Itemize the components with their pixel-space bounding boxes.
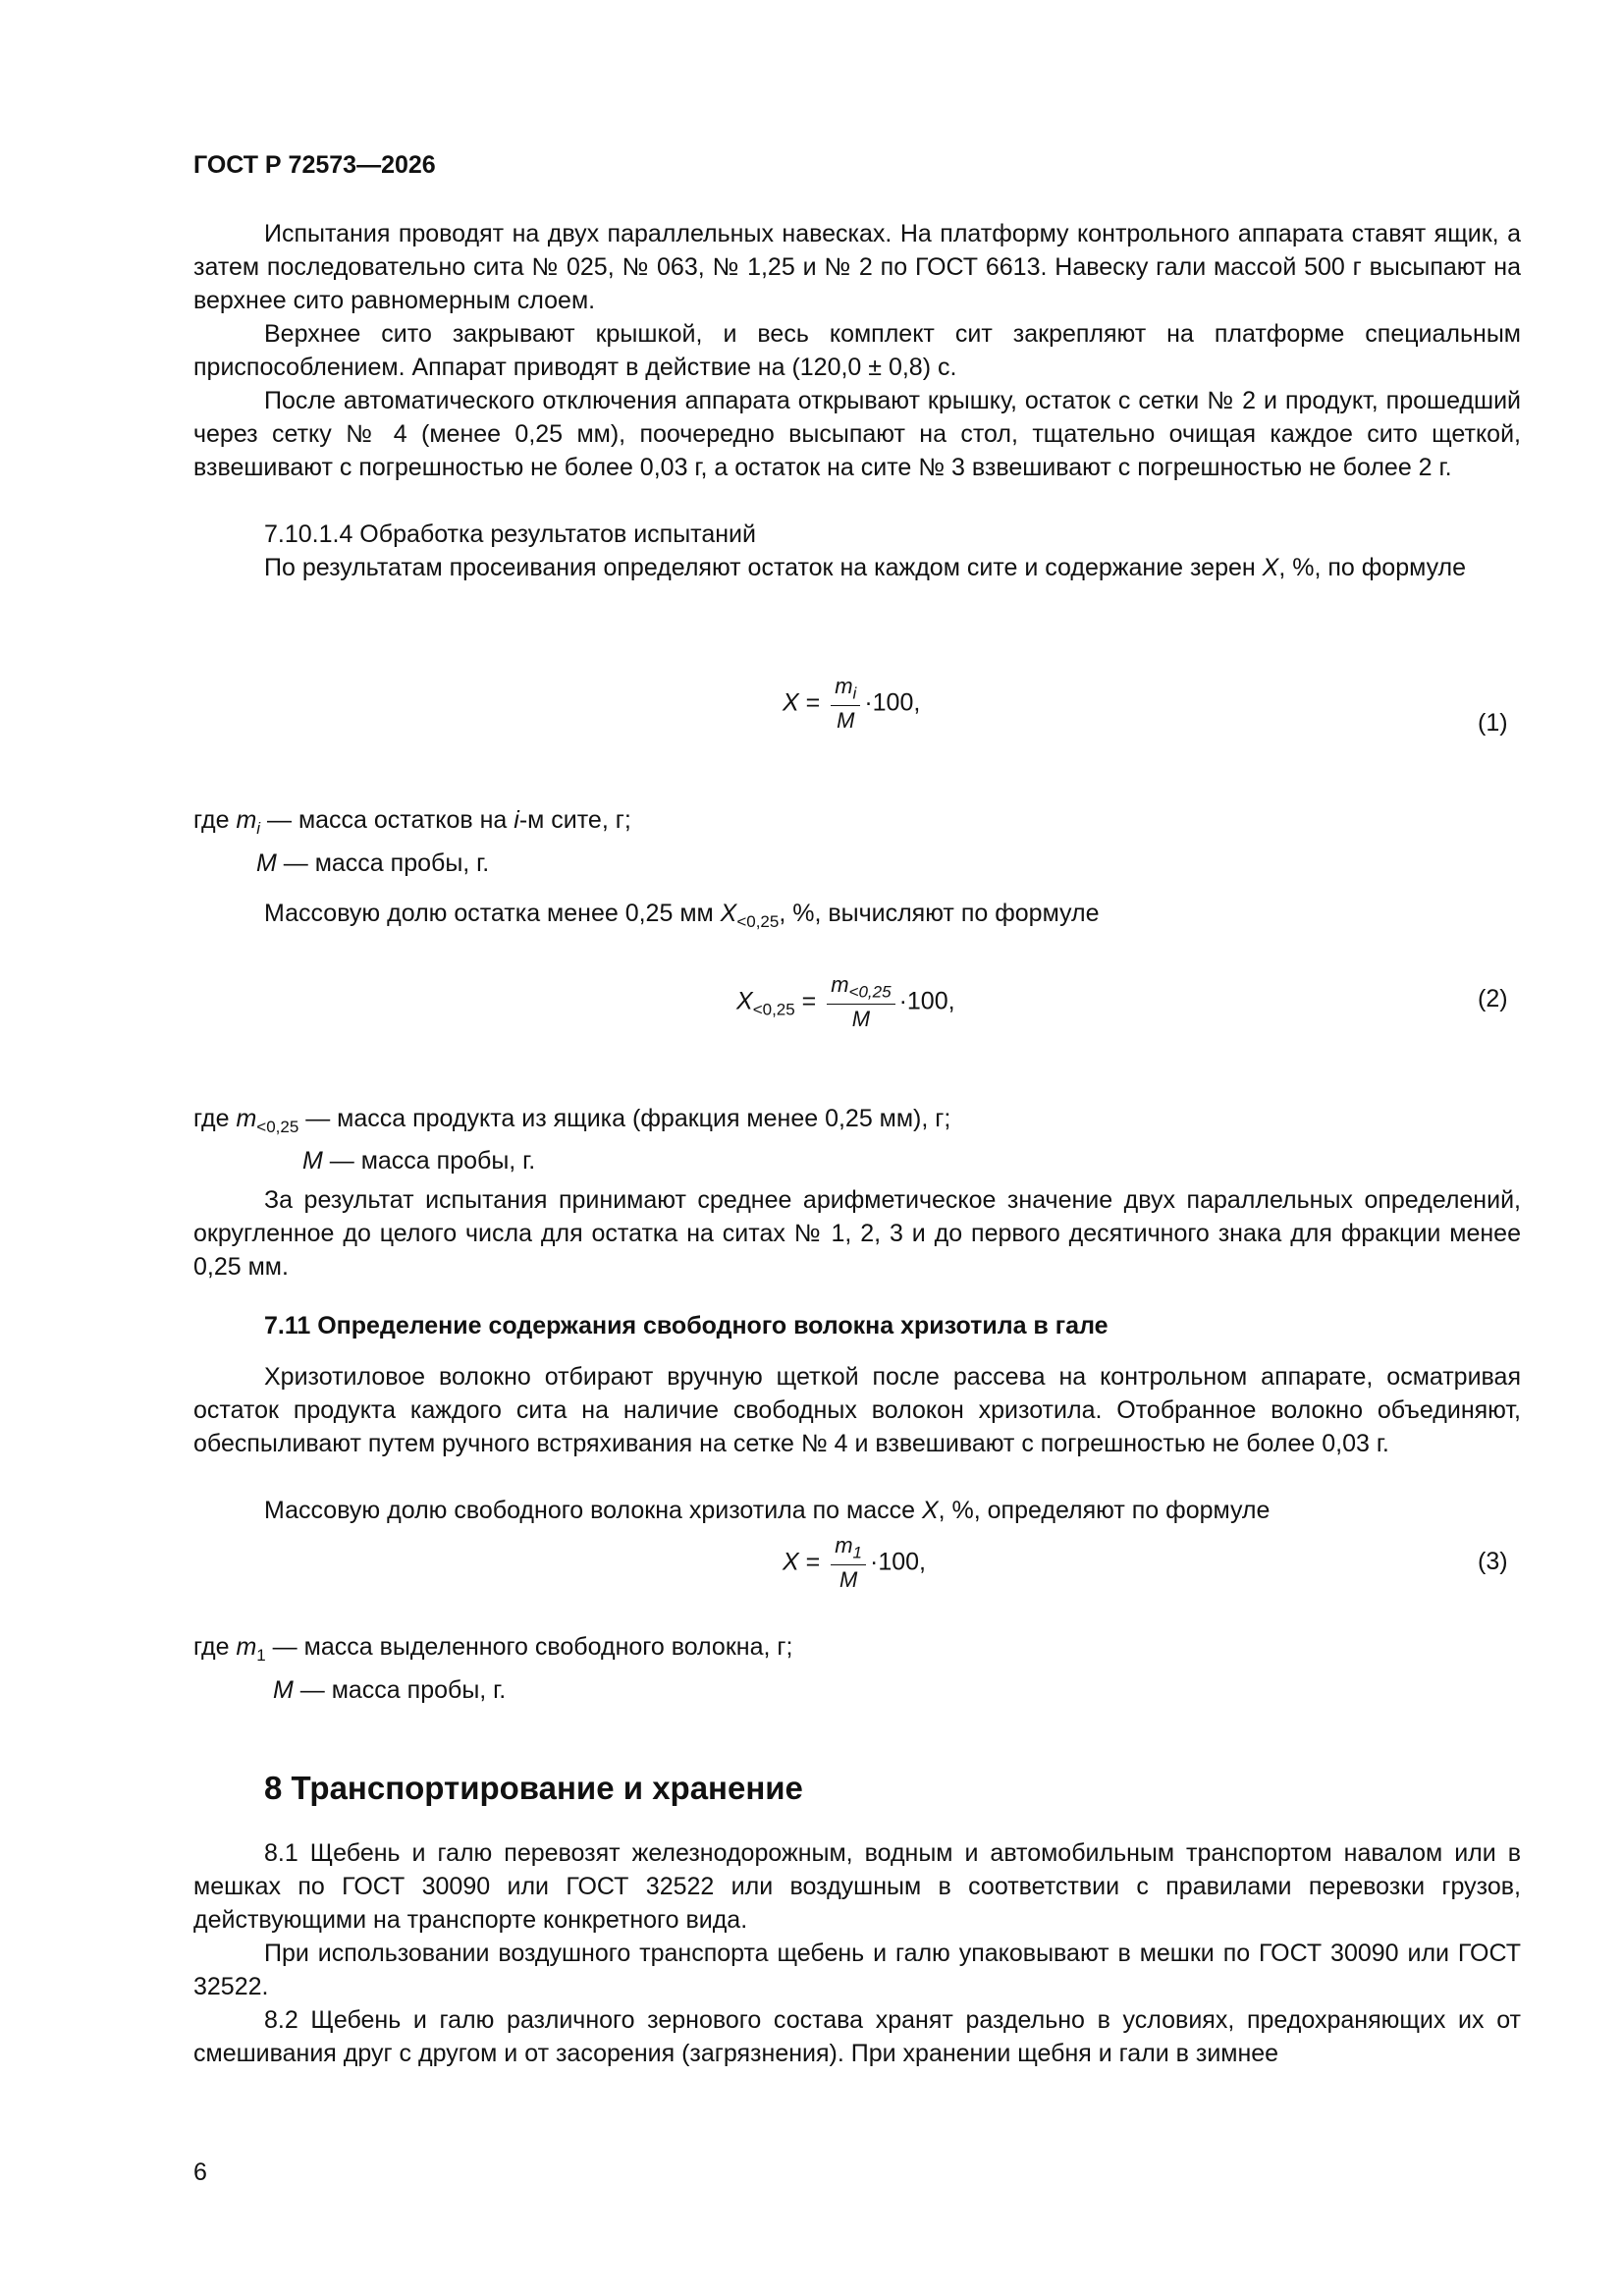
- where-m-025: где $m_{<0,25}$ — масса продукта из ящика (фракция менее 0,25 мм), г;: [193, 1105, 951, 1136]
- formula-3: X = $\frac{m_1}{M}$ ·100,: [783, 1533, 926, 1593]
- formula-2-number: (2): [1478, 985, 1508, 1012]
- section-heading-8: 8 Транспортирование и хранение: [264, 1770, 803, 1806]
- paragraph-air-transport: При использовании воздушного транспорта щебень и галю упаковывают в мешки по ГОСТ 30090 или ГОСТ 32522.: [193, 1940, 1521, 2000]
- document-header: ГОСТ Р 72573—2026: [193, 151, 436, 179]
- paragraph-sieve-cover: Верхнее сито закрывают крышкой, и весь комплект сит закрепляют на платформе специальным приспособлением. Аппарат приводят в действие на (120,0 ± 0,8) с.: [193, 320, 1521, 381]
- where-M-1: M — масса пробы, г.: [256, 849, 490, 877]
- paragraph-8-2: 8.2 Щебень и галю различного зернового состава хранят раздельно в условиях, предохраняющих их от смешивания друг с другом и от засорения (загрязнения). При хранении щебня и гали в зимнее: [193, 2006, 1521, 2067]
- formula-2: $X_{<0,25}$ = $\frac{m_{<0,25}}{M}$ ·100,: [736, 972, 955, 1032]
- paragraph-test-procedure: Испытания проводят на двух параллельных навесках. На платформу контрольного аппарата ставят ящик, а затем последовательно сита № 025, № 063, № 1,25 и № 2 по ГОСТ 6613. Навеску гали массой 500 г высыпают на верхнее сито равномерным слоем.: [193, 220, 1521, 314]
- paragraph-mass-fraction-025: Массовую долю остатка менее 0,25 мм $X_{<0,25}$, %, вычисляют по формуле: [264, 900, 1100, 931]
- paragraph-after-shutdown: После автоматического отключения аппарата открывают крышку, остаток с сетки № 2 и продукт, прошедший через сетку № 4 (менее 0,25 мм), поочередно высыпают на стол, тщательно очищая каждое сито щеткой, взвешивают с погрешностью не более 0,03 г, а остаток на сите № 3 взвешивают с погрешностью не более 2 г.: [193, 387, 1521, 481]
- subsection-title-7-10-1-4: 7.10.1.4 Обработка результатов испытаний: [264, 520, 756, 548]
- section-heading-7-11: 7.11 Определение содержания свободного волокна хризотила в гале: [264, 1312, 1109, 1339]
- paragraph-mass-fraction-fiber: Массовую долю свободного волокна хризотила по массе X, %, определяют по формуле: [264, 1497, 1271, 1524]
- formula-3-number: (3): [1478, 1548, 1508, 1575]
- where-m-1: где $m_1$ — масса выделенного свободного волокна, г;: [193, 1633, 793, 1665]
- paragraph-8-1: 8.1 Щебень и галю перевозят железнодорожным, водным и автомобильным транспортом навалом или в мешках по ГОСТ 30090 или ГОСТ 32522 или воздушным в соответствии с правилами перевозки грузов, действующими на транспорте конкретного вида.: [193, 1839, 1521, 1934]
- formula-1-number: (1): [1478, 709, 1508, 737]
- where-M-3: M — масса пробы, г.: [273, 1676, 507, 1704]
- where-M-2: M — масса пробы, г.: [302, 1147, 536, 1175]
- paragraph-chrysotile-fiber: Хризотиловое волокно отбирают вручную щеткой после рассева на контрольном аппарате, осматривая остаток продукта каждого сита на наличие свободных волокон хризотила. Отобранное волокно объединяют, обеспыливают путем ручного встряхивания на сетке № 4 и взвешивают с погрешностью не более 0,03 г.: [193, 1363, 1521, 1457]
- page-number: 6: [193, 2159, 207, 2186]
- paragraph-test-result: За результат испытания принимают среднее арифметическое значение двух параллельных определений, округленное до целого числа для остатка на ситах № 1, 2, 3 и до первого десятичного знака для фракции менее 0,25 мм.: [193, 1186, 1521, 1281]
- paragraph-sieving-results: По результатам просеивания определяют остаток на каждом сите и содержание зерен X, %, по формуле: [264, 554, 1467, 581]
- where-m-i: где $m_i$ — масса остатков на i-м сите, г;: [193, 806, 631, 838]
- formula-1: X = $\frac{m_i}{M}$ ·100,: [783, 674, 921, 734]
